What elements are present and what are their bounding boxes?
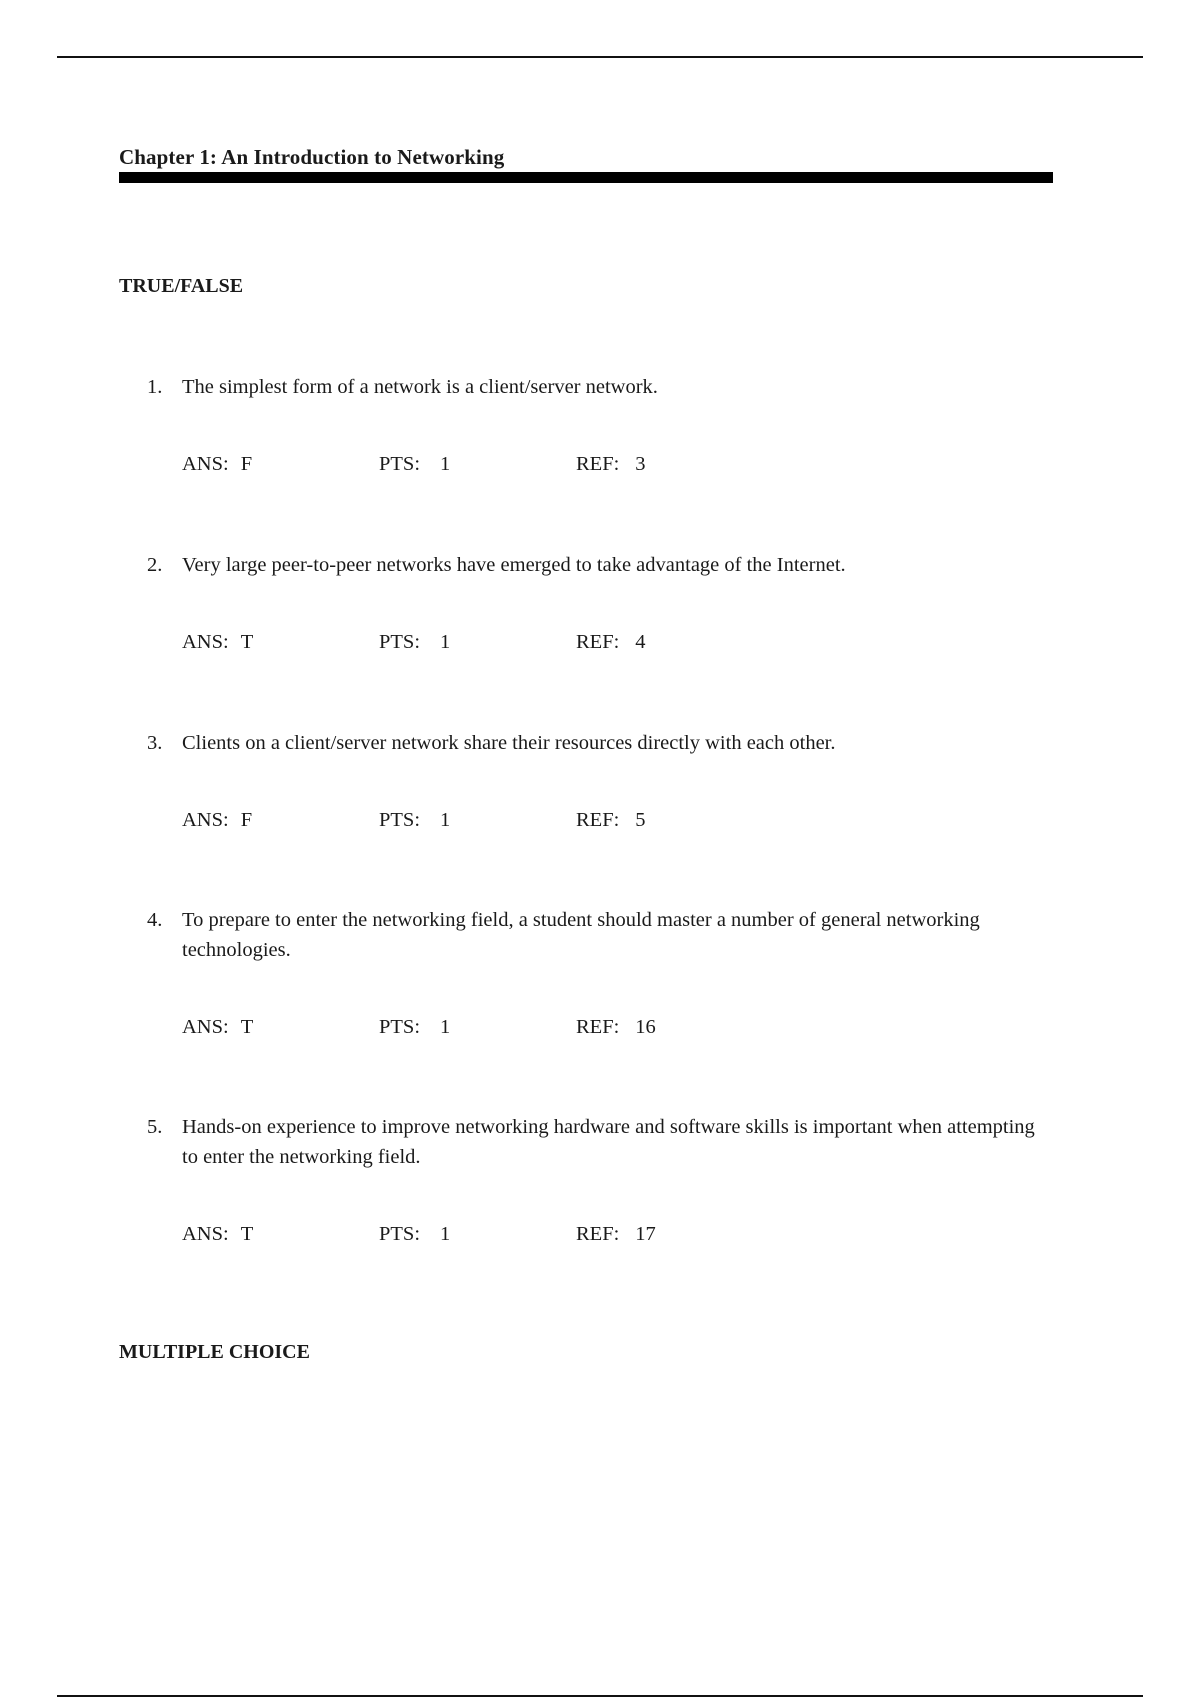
answer-meta-row [119, 449, 1053, 479]
question-text: The simplest form of a network is a client/server network. [182, 376, 658, 398]
points-field [379, 449, 450, 479]
section-heading-true-false: TRUE/FALSE [119, 275, 244, 297]
points-field [379, 805, 450, 835]
answer-meta-row [119, 627, 1053, 657]
reference-value: 16 [635, 1016, 656, 1038]
question-text: Clients on a client/server network share their resources directly with each other. [182, 732, 836, 754]
reference-label: REF: [576, 809, 620, 831]
points-field [379, 1012, 450, 1042]
points-value: 1 [440, 809, 451, 831]
answer-field [182, 627, 253, 657]
question-item [119, 728, 1053, 835]
answer-value: T [240, 1223, 254, 1245]
answer-label: ANS: [182, 1016, 229, 1038]
points-field [379, 627, 450, 657]
answer-meta-row [119, 1219, 1053, 1249]
answer-field [182, 1012, 253, 1042]
answer-value: T [240, 631, 254, 653]
answer-label: ANS: [182, 631, 229, 653]
answer-value: F [240, 809, 253, 831]
question-item [119, 550, 1053, 657]
points-label: PTS: [379, 631, 421, 653]
answer-label: ANS: [182, 1223, 229, 1245]
points-label: PTS: [379, 809, 421, 831]
question-text: Very large peer-to-peer networks have emerged to take advantage of the Internet. [182, 554, 846, 576]
question-number: 2. [147, 554, 163, 576]
question-item [119, 372, 1053, 479]
answer-label: ANS: [182, 453, 229, 475]
question-number: 1. [147, 376, 163, 398]
question-item [119, 905, 1053, 1042]
answer-field [182, 449, 252, 479]
reference-value: 4 [635, 631, 646, 653]
points-value: 1 [440, 1016, 451, 1038]
reference-value: 5 [635, 809, 646, 831]
points-label: PTS: [379, 1016, 421, 1038]
answer-value: T [240, 1016, 254, 1038]
reference-field [576, 805, 646, 835]
answer-field [182, 1219, 253, 1249]
answer-meta-row [119, 805, 1053, 835]
page-top-rule [57, 56, 1143, 58]
question-text: Hands-on experience to improve networking hardware and software skills is important when attempting to enter the networking field. [182, 1116, 1035, 1168]
question-number: 3. [147, 732, 163, 754]
answer-value: F [240, 453, 253, 475]
page-bottom-rule [57, 1695, 1143, 1697]
reference-label: REF: [576, 631, 620, 653]
reference-label: REF: [576, 453, 620, 475]
reference-field [576, 1219, 656, 1249]
reference-label: REF: [576, 1016, 620, 1038]
section-heading-multiple-choice: MULTIPLE CHOICE [119, 1341, 310, 1363]
reference-value: 3 [635, 453, 646, 475]
points-label: PTS: [379, 1223, 421, 1245]
reference-field [576, 1012, 656, 1042]
reference-value: 17 [635, 1223, 656, 1245]
question-number: 5. [147, 1116, 163, 1138]
reference-label: REF: [576, 1223, 620, 1245]
question-number: 4. [147, 909, 163, 931]
points-value: 1 [440, 631, 451, 653]
chapter-title: Chapter 1: An Introduction to Networking [119, 145, 505, 169]
points-value: 1 [440, 1223, 451, 1245]
points-label: PTS: [379, 453, 421, 475]
chapter-title-bar [119, 172, 1053, 183]
answer-meta-row [119, 1012, 1053, 1042]
points-field [379, 1219, 450, 1249]
reference-field [576, 627, 646, 657]
answer-label: ANS: [182, 809, 229, 831]
points-value: 1 [440, 453, 451, 475]
question-text: To prepare to enter the networking field, a student should master a number of general networking technologies. [182, 909, 980, 961]
reference-field [576, 449, 646, 479]
question-item [119, 1112, 1053, 1249]
answer-field [182, 805, 252, 835]
